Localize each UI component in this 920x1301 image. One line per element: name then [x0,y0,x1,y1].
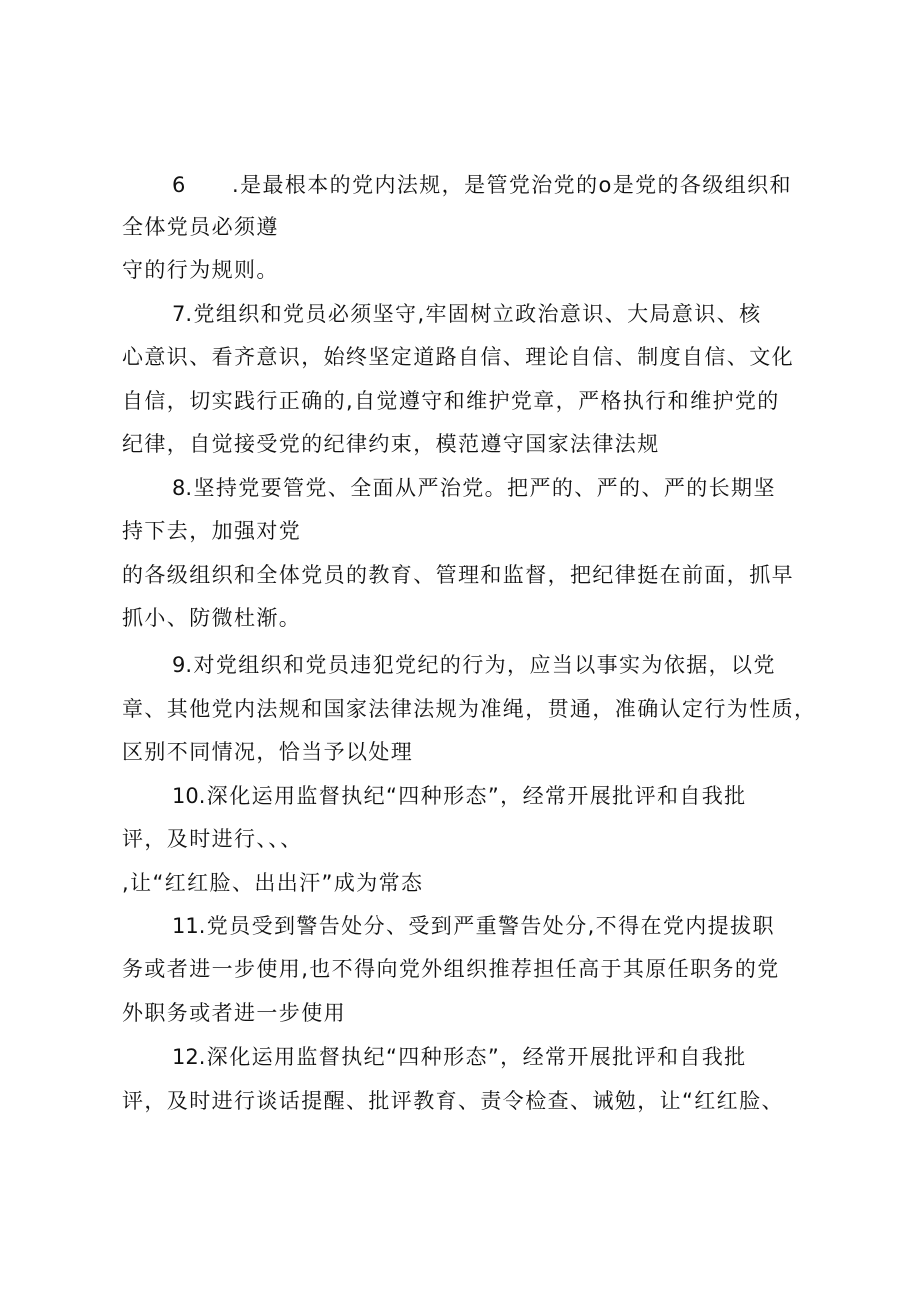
item-6-number: 6 [172,173,186,197]
item-7-text: .党组织和党员必须坚守,牢固树立政治意识、大局意识、核 [185,302,762,326]
item-7-line-4: 纪律，自觉接受党的纪律约束，模范遵守国家法律法规 [122,432,660,456]
item-9-text: .对党组织和党员违犯党纪的行为，应当以事实为依据，以党 [185,653,776,677]
item-10-line-1 [172,781,872,811]
item-11-text: .党员受到警告处分、受到严重警告处分,不得在党内提拔职 [198,914,775,938]
item-11-number: 11 [172,914,199,938]
item-6-text: .是最根本的党内法规，是管党治党的o是党的各级组织和 [232,173,792,197]
item-11-line-1 [172,911,872,941]
item-6-line-2: 全体党员必须遵 [122,215,279,239]
item-12-line-2: 评，及时进行谈话提醒、批评教育、责令检查、诫勉，让“红红脸、 [122,1089,784,1113]
item-7-line-2: 心意识、看齐意识，始终坚定道路自信、理论自信、制度自信、文化 [122,345,794,369]
item-10-number: 10 [172,784,199,808]
item-11-line-2: 务或者进一步使用,也不得向党外组织推荐担任高于其原任职务的党 [122,957,780,981]
item-10-text: .深化运用监督执纪“四种形态”，经常开展批评和自我批 [198,784,747,808]
item-7-line-3: 自信，切实践行正确的,自觉遵守和维护党章，严格执行和维护党的 [122,389,780,413]
item-12-line-1 [172,1042,872,1072]
item-12-text: .深化运用监督执纪“四种形态”，经常开展批评和自我批 [198,1045,747,1069]
item-9-number: 9 [172,653,186,677]
item-8-number: 8 [172,476,186,500]
item-6-line-1 [172,170,872,200]
item-12-number: 12 [172,1045,199,1069]
item-8-line-3: 的各级组织和全体党员的教育、管理和监督，把纪律挺在前面，抓早 [122,563,794,587]
item-8-line-4: 抓小、防微杜渐。 [122,606,302,630]
item-8-text: .坚持党要管党、全面从严治党。把严的、严的、严的长期坚 [185,476,776,500]
item-9-line-3: 区别不同情况，恰当予以处理 [122,740,414,764]
item-10-line-3: ,让“红红脸、出出汗”成为常态 [122,871,424,895]
item-7-line-1 [172,299,872,329]
item-8-line-1 [172,473,872,503]
item-11-line-3: 外职务或者进一步使用 [122,1001,346,1025]
item-7-number: 7 [172,302,186,326]
item-10-line-2: 评，及时进行、、、 [122,827,303,851]
item-9-line-1 [172,650,872,680]
item-9-line-2: 章、其他党内法规和国家法律法规为准绳，贯通，准确认定行为性质， [122,697,817,721]
item-8-line-2: 持下去，加强对党 [122,519,302,543]
item-6-line-3: 守的行为规则。 [122,258,279,282]
